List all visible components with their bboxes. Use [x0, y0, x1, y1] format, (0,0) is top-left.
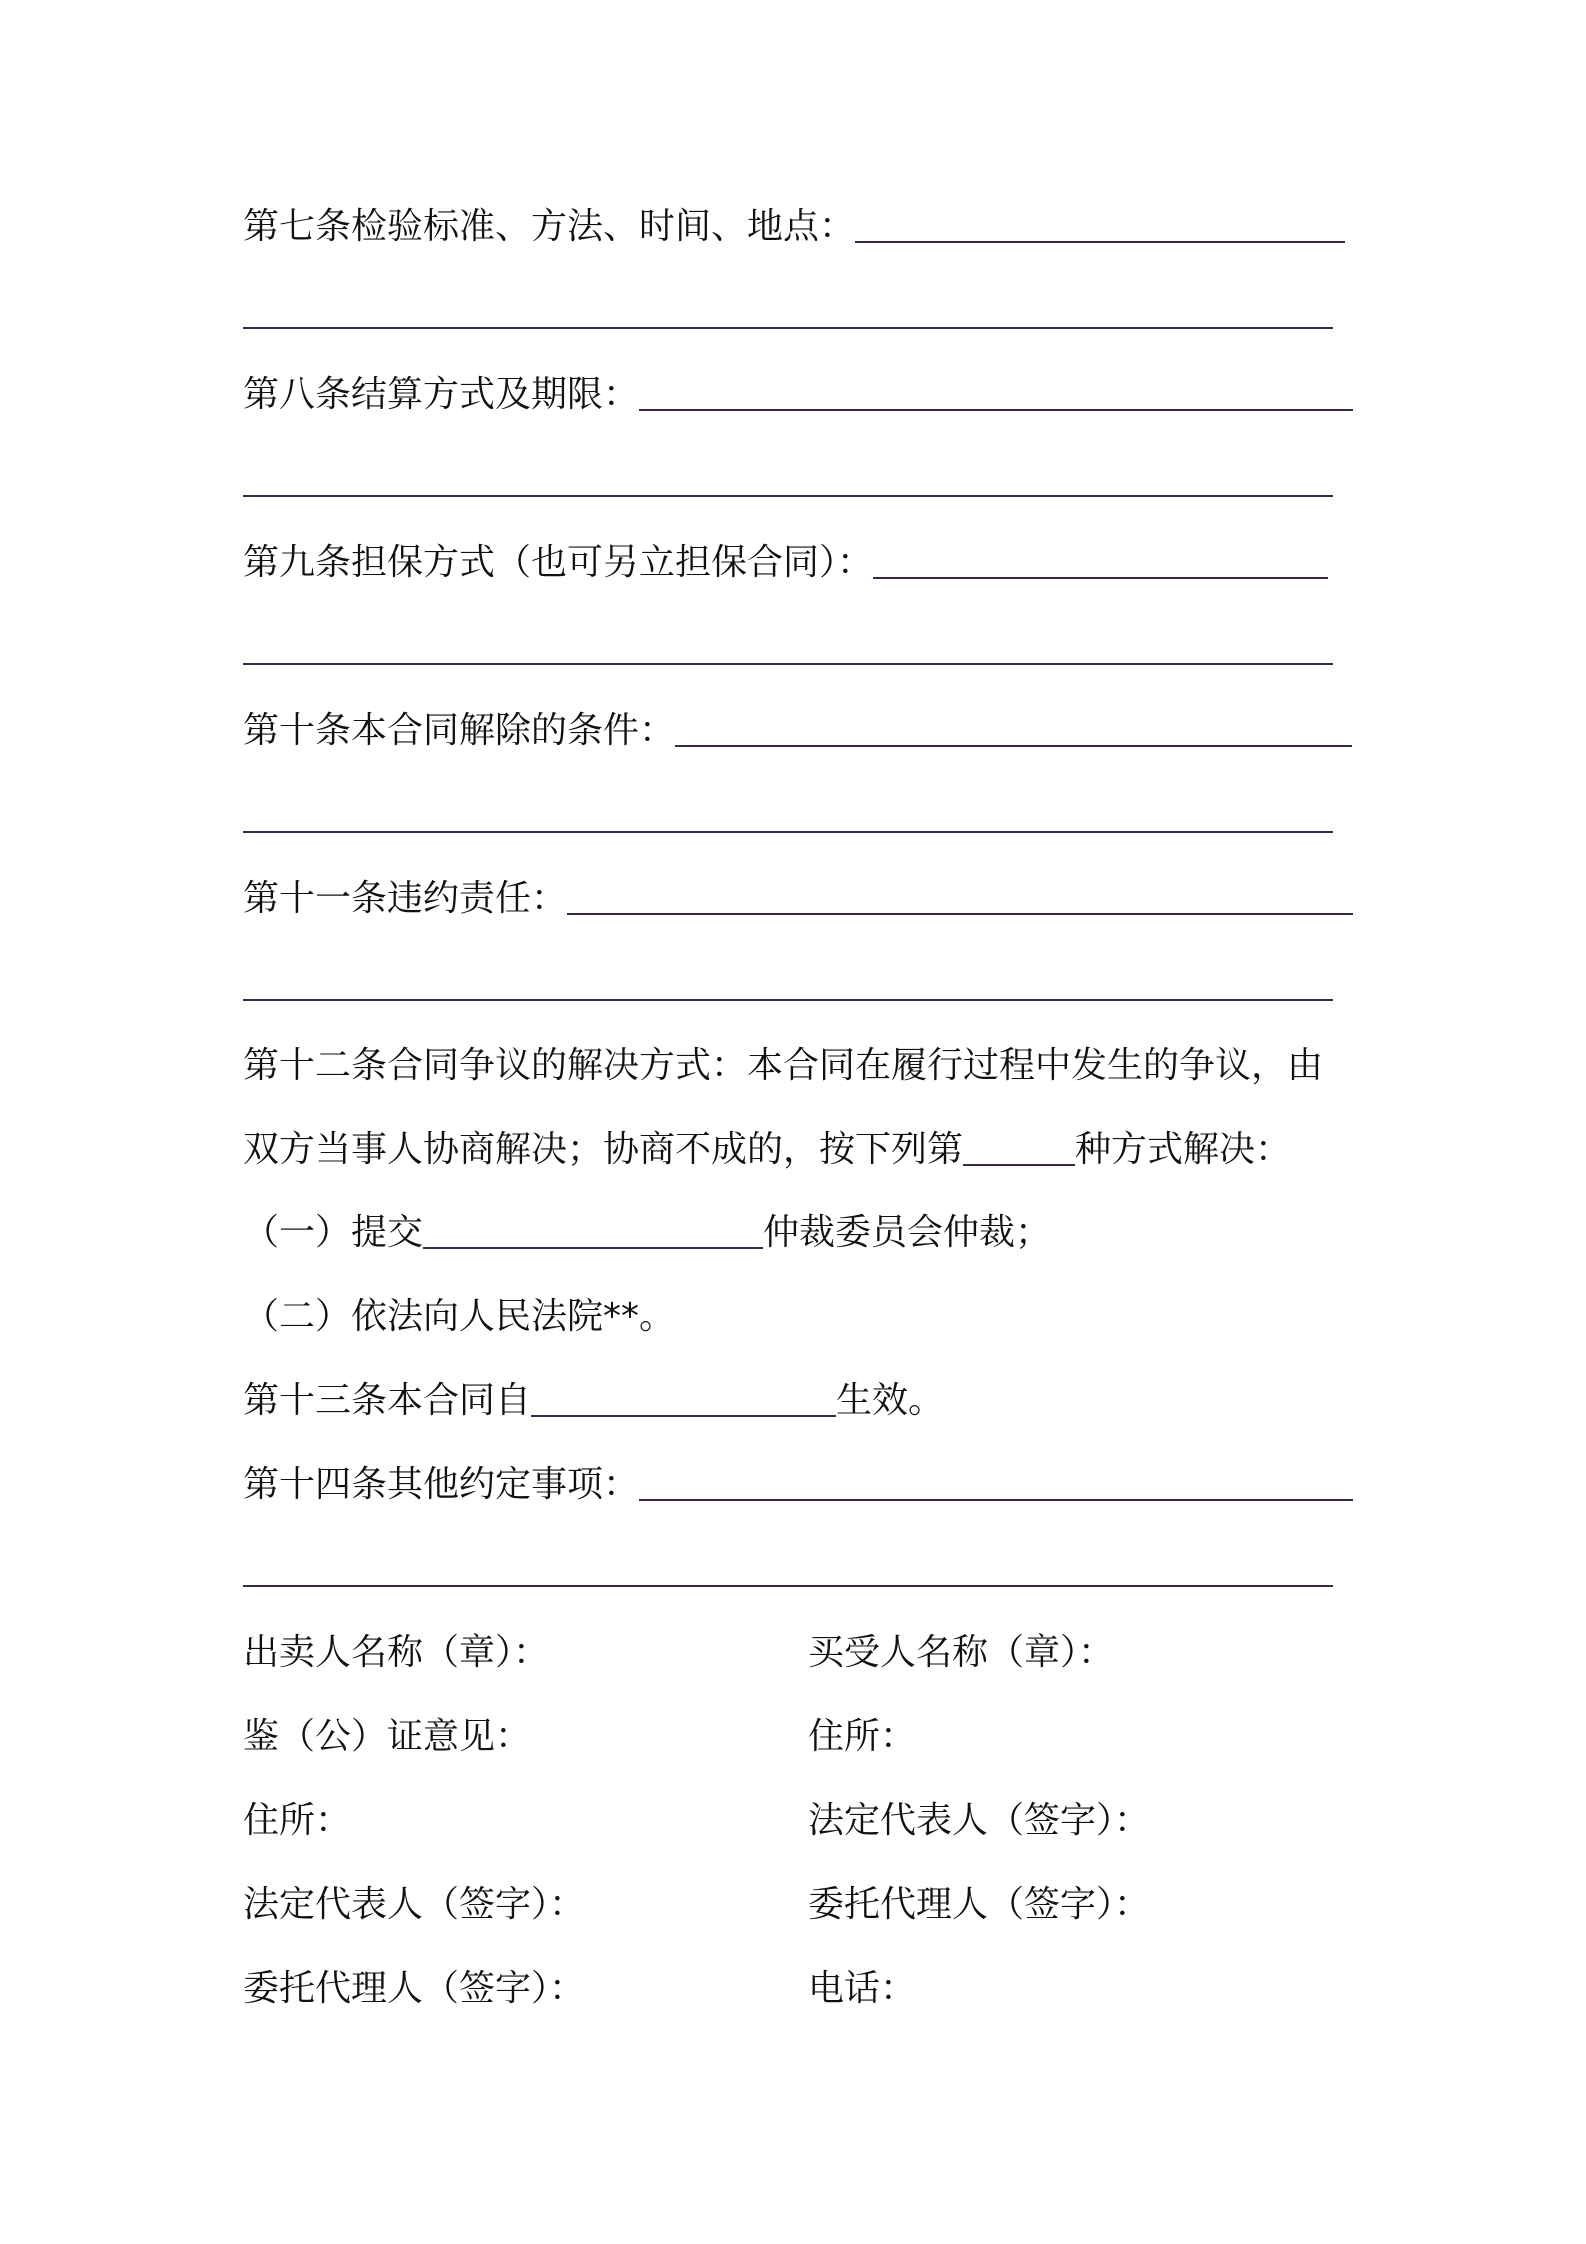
clause-12-option-1-b: 仲裁委员会仲裁； — [763, 1212, 1052, 1253]
buyer-legal-rep-label: 法定代表人（签字）： — [808, 1800, 1151, 1841]
clause-10-label: 第十条本合同解除的条件： — [243, 710, 676, 751]
clause-12-option-1-a: （一）提交 — [243, 1212, 424, 1253]
clause-10 — [243, 709, 1352, 753]
clause-9-blank[interactable] — [873, 577, 1328, 579]
clause-7-label: 第七条检验标准、方法、时间、地点： — [243, 206, 856, 247]
clause-9 — [243, 541, 1328, 585]
clause-10-blank-continued[interactable] — [243, 831, 1333, 833]
clause-8 — [243, 373, 1353, 417]
buyer-agent-label: 委托代理人（签字）： — [808, 1884, 1151, 1925]
buyer-name-label: 买受人名称（章）： — [808, 1632, 1115, 1673]
seller-address-label: 住所： — [243, 1800, 352, 1841]
clause-14 — [243, 1463, 1353, 1507]
clause-9-blank-continued[interactable] — [243, 663, 1333, 665]
clause-12-text-2a: 双方当事人协商解决；协商不成的，按下列第 — [243, 1129, 964, 1170]
buyer-address-label: 住所： — [808, 1716, 917, 1757]
clause-14-blank-continued[interactable] — [243, 1585, 1333, 1587]
clause-12-line-2 — [243, 1128, 1291, 1172]
clause-12-option-2-text: （二）依法向人民法院**。 — [243, 1296, 676, 1337]
seller-legal-rep-label: 法定代表人（签字）： — [243, 1884, 586, 1925]
clause-12-option-2 — [243, 1295, 675, 1339]
clause-14-label: 第十四条其他约定事项： — [243, 1464, 640, 1505]
clause-7-blank[interactable] — [855, 241, 1345, 243]
buyer-phone-label: 电话： — [808, 1968, 917, 2009]
clause-10-blank[interactable] — [675, 745, 1352, 747]
clause-11-blank-continued[interactable] — [243, 999, 1333, 1001]
clause-13-a: 第十三条本合同自 — [243, 1380, 532, 1421]
seller-agent-label: 委托代理人（签字）： — [243, 1968, 586, 2009]
seller-name-label: 出卖人名称（章）： — [243, 1632, 550, 1673]
clause-7-blank-continued[interactable] — [243, 327, 1333, 329]
clause-8-blank[interactable] — [639, 409, 1353, 411]
arbitration-committee-blank[interactable] — [423, 1247, 763, 1249]
clause-12-line-1 — [243, 1044, 1323, 1088]
clause-8-label: 第八条结算方式及期限： — [243, 374, 640, 415]
clause-11-label: 第十一条违约责任： — [243, 878, 568, 919]
clause-12-method-blank[interactable] — [963, 1164, 1075, 1166]
clause-13-b: 生效。 — [836, 1380, 945, 1421]
clause-11-blank[interactable] — [567, 913, 1353, 915]
clause-14-blank[interactable] — [639, 1499, 1353, 1501]
clause-11 — [243, 877, 1353, 921]
notary-opinion-label: 鉴（公）证意见： — [243, 1716, 532, 1757]
clause-12-text-1: 第十二条合同争议的解决方式：本合同在履行过程中发生的争议，由 — [243, 1045, 1324, 1086]
clause-8-blank-continued[interactable] — [243, 495, 1333, 497]
clause-7 — [243, 205, 1345, 249]
clause-9-label: 第九条担保方式（也可另立担保合同）： — [243, 542, 874, 583]
clause-12-text-2b: 种方式解决： — [1075, 1129, 1292, 1170]
clause-13 — [243, 1379, 944, 1423]
effective-date-blank[interactable] — [531, 1415, 836, 1417]
clause-12-option-1 — [243, 1211, 1051, 1255]
